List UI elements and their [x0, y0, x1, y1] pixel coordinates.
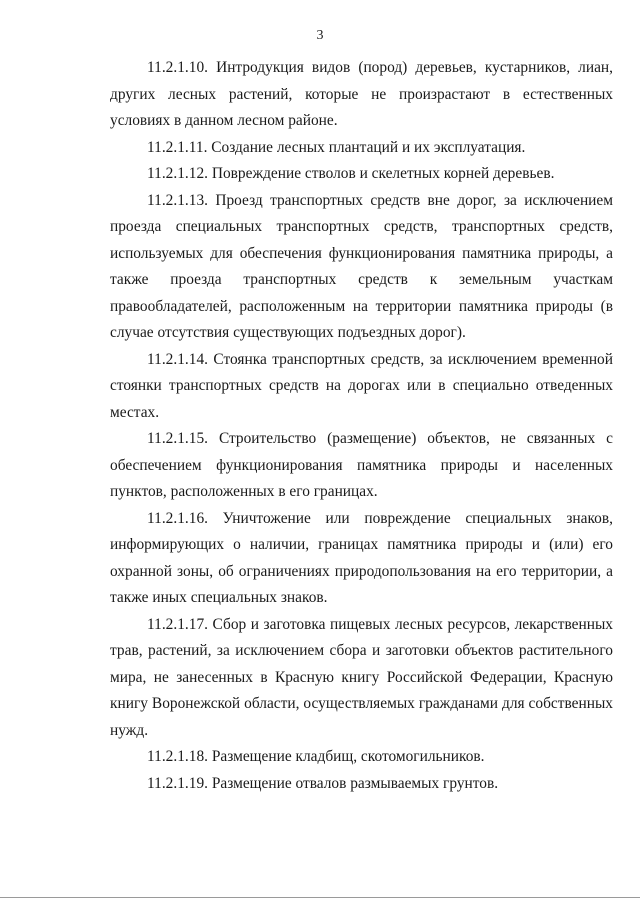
paragraph-11-2-1-17: 11.2.1.17. Сбор и заготовка пищевых лесных ресурсов, лекарственных трав, растений, за исключением сбора и заготовки объектов растительного мира, не занесенных в Красную книгу Российской Федерации, Красную книгу Воронежской области, осуществляемых гражданами для собственных нужд. — [110, 615, 613, 739]
paragraph-11-2-1-19: 11.2.1.19. Размещение отвалов размываемых грунтов. — [147, 774, 499, 792]
paragraph-11-2-1-13: 11.2.1.13. Проезд транспортных средств вне дорог, за исключением проезда специальных транспортных средств, транспортных средств, используемых для обеспечения функционирования памятника природы, а также проезда транспортных средств к земельным участкам правообладателей, расположенным на территории памятника природы (в случае отсутствия существующих подъездных дорог). — [110, 191, 613, 341]
paragraph-11-2-1-14: 11.2.1.14. Стоянка транспортных средств, за исключением временной стоянки транспортных средств на дорогах или в специально отведенных местах. — [110, 350, 613, 421]
paragraph-11-2-1-18: 11.2.1.18. Размещение кладбищ, скотомогильников. — [147, 748, 485, 765]
paragraph-11-2-1-10: 11.2.1.10. Интродукция видов (пород) деревьев, кустарников, лиан, других лесных растений, которые не произрастают в естественных условиях в данном лесном районе. — [110, 59, 613, 129]
page-number: 3 — [316, 28, 324, 43]
paragraph-11-2-1-16: 11.2.1.16. Уничтожение или повреждение специальных знаков, информирующих о наличии, границах памятника природы и (или) его охранной зоны, об ограничениях природопользования на его территории, а также иных специальных знаков. — [110, 509, 613, 606]
paragraph-11-2-1-11: 11.2.1.11. Создание лесных плантаций и их эксплуатация. — [147, 138, 526, 156]
document-body — [110, 55, 613, 797]
paragraph-11-2-1-12: 11.2.1.12. Повреждение стволов и скелетных корней деревьев. — [147, 165, 555, 182]
paragraph-11-2-1-15: 11.2.1.15. Строительство (размещение) объектов, не связанных с обеспечением функционирования памятника природы и населенных пунктов, расположенных в его границах. — [110, 430, 613, 500]
page-bottom-divider — [0, 897, 640, 898]
